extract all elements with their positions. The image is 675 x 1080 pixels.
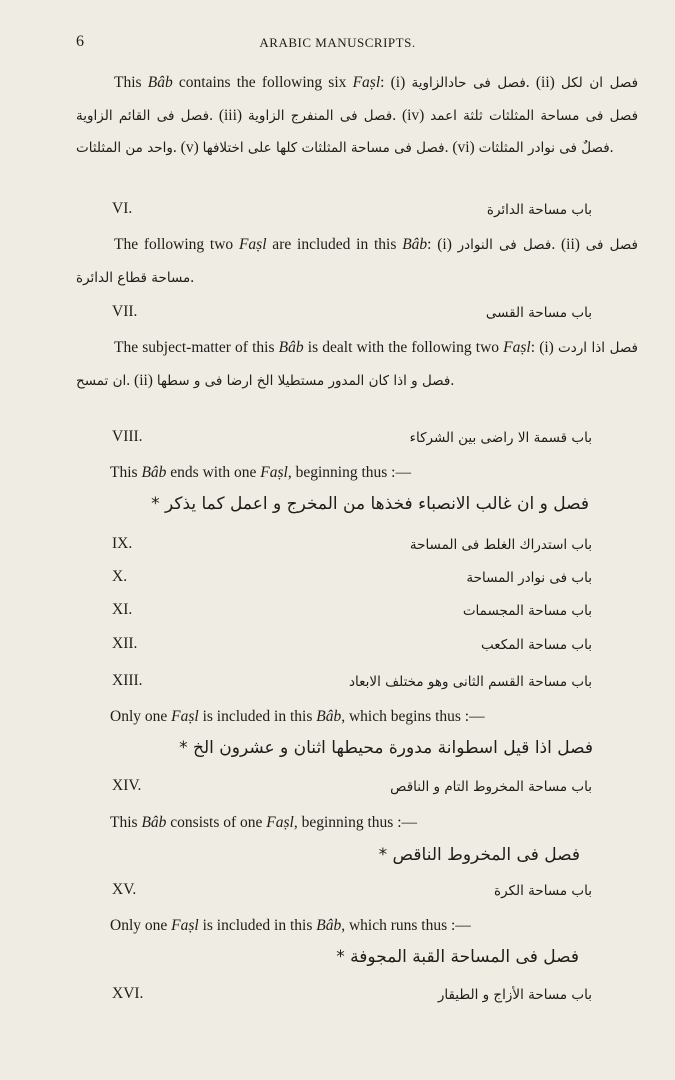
text: ends with one bbox=[166, 464, 261, 481]
bab-number: XI. bbox=[112, 601, 133, 618]
text: are included in this bbox=[266, 236, 403, 253]
arabic-fasl-title: فصل ان لكل فصل فى القائم الزاوية bbox=[76, 75, 639, 124]
bab-heading-xiv bbox=[112, 777, 592, 801]
text: : (i) bbox=[380, 74, 412, 91]
text: . (ii) bbox=[525, 74, 561, 91]
text: . (ii) bbox=[551, 236, 586, 253]
bab-number: XIII. bbox=[112, 672, 143, 689]
bab-heading-xvi bbox=[112, 985, 592, 1009]
text: The subject-matter of this bbox=[114, 339, 279, 356]
term-bab: Bâb bbox=[147, 74, 173, 91]
bab-heading-xii bbox=[112, 635, 592, 659]
paragraph-subject-matter bbox=[76, 332, 638, 397]
bab-heading-xiii bbox=[112, 672, 592, 696]
arabic-fasl-title: فصل و اذا كان المدور مستطيلا الخ ارضا فى و سطها bbox=[156, 372, 451, 389]
term-fasl: Faṣl bbox=[503, 339, 531, 356]
text: This bbox=[114, 74, 148, 91]
arabic-quote-line: فصل و ان غالب الانصباء فخذها من المخرج و اعمل كما يذكر * bbox=[151, 494, 589, 514]
arabic-fasl-title: فصل فى المنفرج الزاوية bbox=[247, 107, 393, 124]
term-fasl: Faṣl bbox=[238, 236, 267, 253]
bab-number: XV. bbox=[112, 881, 137, 898]
page-number: 6 bbox=[76, 33, 84, 50]
bab-number: VIII. bbox=[112, 428, 143, 445]
text: . (iv) bbox=[392, 106, 431, 124]
bab-heading-vii bbox=[112, 303, 592, 327]
bab-arabic-title: باب مساحة المجسمات bbox=[462, 603, 592, 619]
paragraph-six-fasl bbox=[76, 67, 638, 165]
arabic-fasl-title: فصل فى مساحة المثلثات كلها على اختلافها bbox=[202, 140, 445, 156]
arabic-fasl-title: فصل فى مساحة قطاع الدائرة bbox=[76, 237, 639, 286]
intro-line-xiii bbox=[110, 708, 485, 726]
text: , beginning thus :— bbox=[293, 814, 417, 831]
bab-number: VII. bbox=[112, 303, 138, 320]
text: . bbox=[609, 139, 614, 156]
arabic-fasl-title: فصل فى مساحة المثلثات ثلثة اعمد واحد من المثلثات bbox=[76, 107, 639, 156]
text: , beginning thus :— bbox=[287, 464, 411, 481]
bab-arabic-title: باب مساحة الكرة bbox=[494, 883, 592, 899]
bab-number: VI. bbox=[112, 200, 133, 217]
text: consists of one bbox=[166, 814, 267, 831]
text: is included in this bbox=[198, 917, 317, 934]
text: Only one bbox=[110, 917, 172, 934]
header-title: ARABIC MANUSCRIPTS. bbox=[259, 35, 416, 50]
intro-line-xv bbox=[110, 917, 471, 935]
bab-heading-xv bbox=[112, 881, 592, 905]
term-fasl: Faṣl bbox=[352, 74, 381, 91]
bab-number: XVI. bbox=[112, 985, 144, 1002]
text: The following two bbox=[114, 236, 239, 253]
bab-number: IX. bbox=[112, 535, 133, 552]
term-fasl: Faṣl bbox=[171, 708, 199, 725]
running-head bbox=[0, 33, 675, 53]
arabic-fasl-title: فصلٌ فى نوادر المثلثات bbox=[478, 140, 610, 156]
text: is included in this bbox=[198, 708, 317, 725]
text: , which runs thus :— bbox=[341, 917, 471, 934]
arabic-fasl-title: فصل فى حادالزاوية bbox=[411, 75, 526, 91]
text: is dealt with the following two bbox=[303, 339, 504, 356]
bab-number: X. bbox=[112, 568, 128, 585]
intro-line-xiv bbox=[110, 814, 417, 832]
text: contains the following six bbox=[172, 74, 353, 91]
text: . (v) bbox=[172, 139, 203, 156]
term-bab: Bâb bbox=[278, 339, 304, 356]
bab-arabic-title: باب مساحة الدائرة bbox=[486, 202, 592, 218]
term-fasl: Faṣl bbox=[266, 814, 294, 831]
arabic-fasl-title: فصل فى النوادر bbox=[457, 237, 552, 253]
term-fasl: Faṣl bbox=[171, 917, 199, 934]
intro-line-viii bbox=[110, 464, 411, 482]
bab-number: XIV. bbox=[112, 777, 142, 794]
term-bab: Bâb bbox=[316, 917, 342, 934]
bab-arabic-title: باب مساحة القسم الثانى وهو مختلف الابعاد bbox=[349, 674, 592, 690]
text: . bbox=[450, 371, 455, 389]
term-bab: Bâb bbox=[141, 814, 167, 831]
bab-arabic-title: باب مساحة المكعب bbox=[480, 637, 592, 653]
term-bab: Bâb bbox=[402, 236, 428, 253]
bab-heading-vi bbox=[112, 200, 592, 224]
bab-arabic-title: باب مساحة الأزاج و الطيقار bbox=[437, 987, 592, 1003]
bab-heading-viii bbox=[112, 428, 592, 452]
bab-heading-x bbox=[112, 568, 592, 592]
arabic-quote-line: فصل اذا قيل اسطوانة مدورة محيطها اثنان و عشرون الخ * bbox=[179, 738, 593, 758]
text: : (i) bbox=[530, 339, 558, 356]
text: . (ii) bbox=[126, 371, 157, 389]
bab-number: XII. bbox=[112, 635, 138, 652]
bab-arabic-title: باب مساحة القسى bbox=[485, 305, 592, 321]
arabic-quote-line: فصل فى المساحة القبة المجوفة * bbox=[336, 947, 579, 967]
text: . (vi) bbox=[444, 139, 479, 156]
bab-arabic-title: باب فى نوادر المساحة bbox=[466, 570, 592, 586]
bab-heading-ix bbox=[112, 535, 592, 559]
text: : (i) bbox=[427, 236, 458, 253]
bab-heading-xi bbox=[112, 601, 592, 625]
text: . bbox=[190, 268, 195, 286]
paragraph-two-fasl bbox=[76, 229, 638, 294]
text: This bbox=[110, 464, 142, 481]
text: Only one bbox=[110, 708, 172, 725]
bab-arabic-title: باب استدراك الغلط فى المساحة bbox=[409, 537, 592, 553]
term-bab: Bâb bbox=[141, 464, 167, 481]
bab-arabic-title: باب قسمة الا راضى بين الشركاء bbox=[409, 430, 592, 446]
arabic-quote-line: فصل فى المخروط الناقص * bbox=[378, 845, 580, 865]
text: This bbox=[110, 814, 142, 831]
text: . (iii) bbox=[209, 106, 248, 124]
term-fasl: Faṣl bbox=[260, 464, 288, 481]
term-bab: Bâb bbox=[316, 708, 342, 725]
arabic-fasl-title: فصل اذا اردت ان تمسح bbox=[76, 340, 639, 389]
bab-arabic-title: باب مساحة المخروط التام و الناقص bbox=[390, 779, 592, 795]
text: , which begins thus :— bbox=[341, 708, 485, 725]
